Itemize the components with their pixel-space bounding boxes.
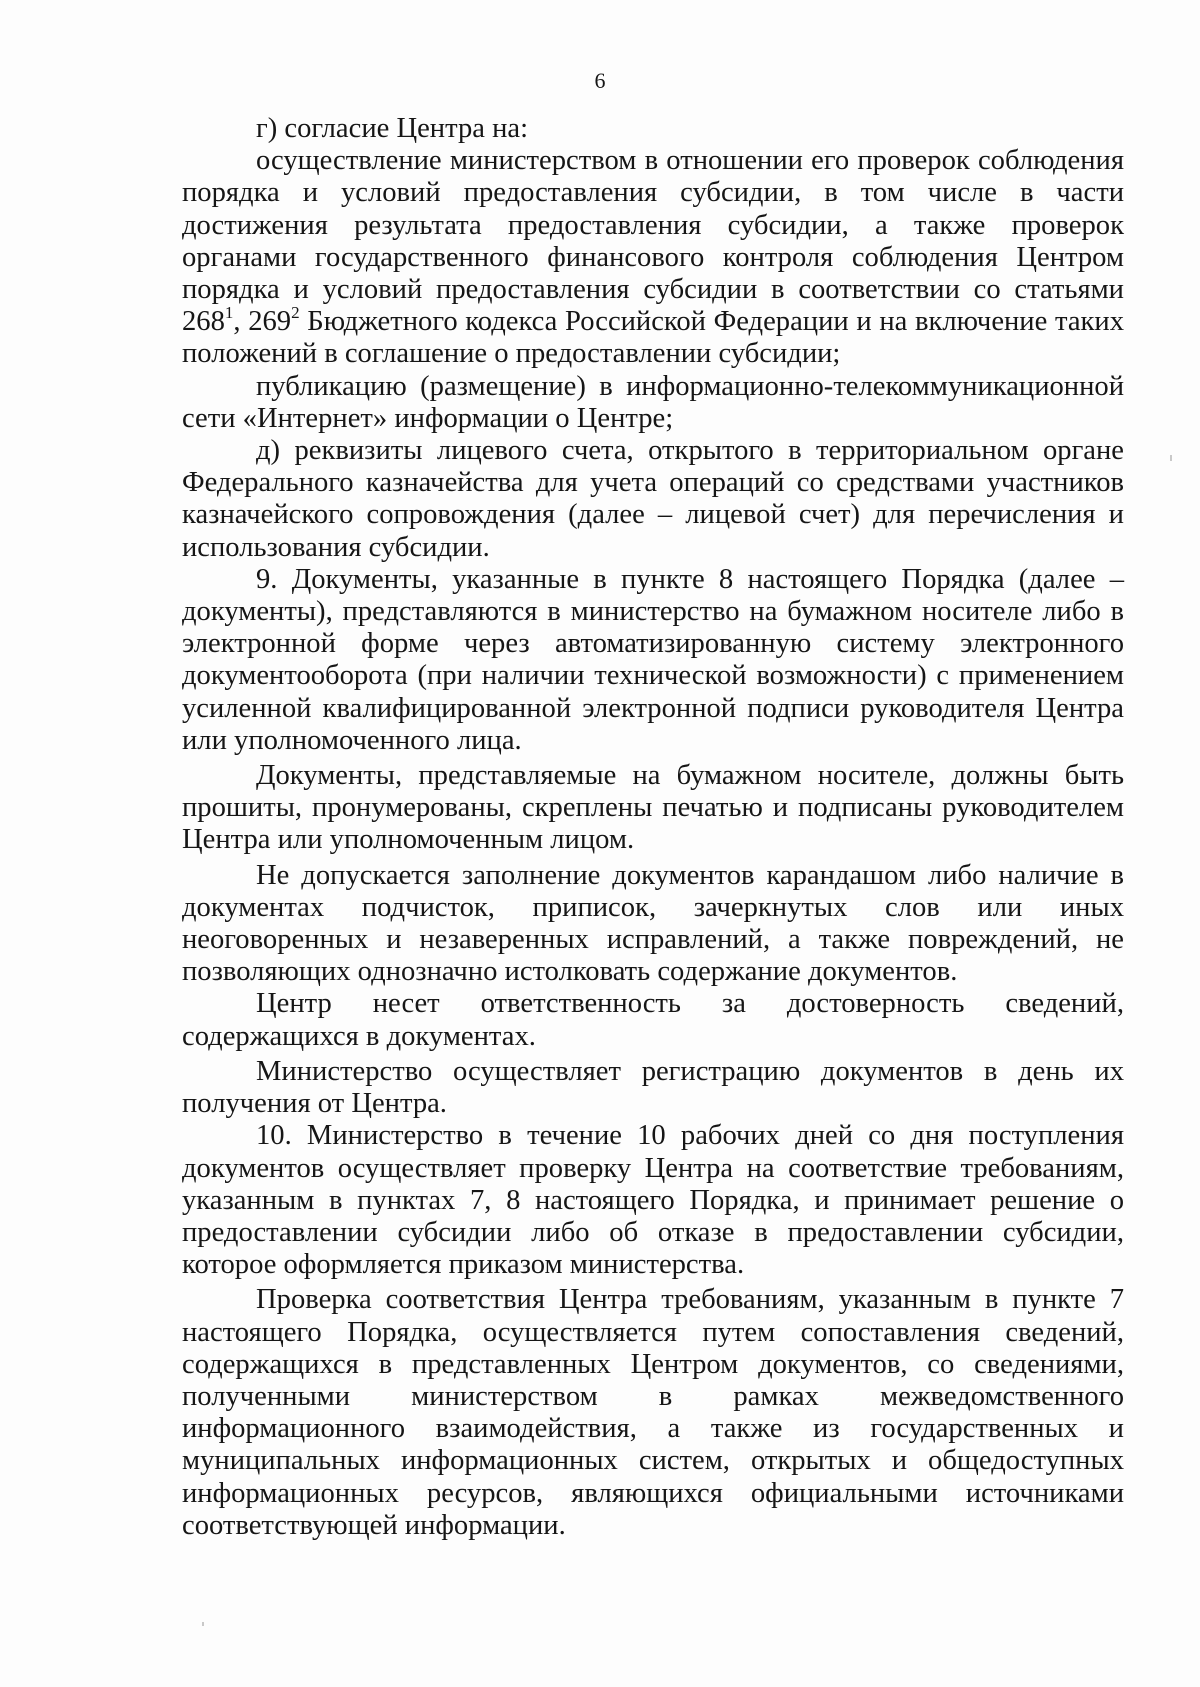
paragraph-publication-consent: публикацию (размещение) в информационно-телекоммуникационной сети «Интернет» информации о Центре; [182, 370, 1124, 434]
scan-speck [1170, 455, 1172, 461]
paragraph-inspections-text-b: , 269 [233, 306, 292, 338]
scan-speck [202, 1622, 204, 1626]
paragraph-inspections-consent [182, 145, 1124, 370]
paragraph-verification: Проверка соответствия Центра требованиям, указанным в пункте 7 настоящего Порядка, осуществляется путем сопоставления сведений, содержащихся в представленных Центром документов, со сведениями, полученными министерством в рамках межведомственного информационного взаимодействия, а также из государственных и муниципальных информационных систем, открытых и общедоступных информационных ресурсов, являющихся официальными источниками соответствующей информации. [182, 1284, 1124, 1541]
paragraph-item-9: 9. Документы, указанные в пункте 8 настоящего Порядка (далее – документы), представляются в министерство на бумажном носителе либо в электронной форме через автоматизированную систему электронного документооборота (при наличии технической возможности) с применением усиленной квалифицированной электронной подписи руководителя Центра или уполномоченного лица. [182, 563, 1124, 756]
paragraph-inspections-text-a: осуществление министерством в отношении его проверок соблюдения порядка и условий предоставления субсидии, в том числе в части достижения результата предоставления субсидии, а также проверок органами государственного финансового контроля соблюдения Центром порядка и условий предоставления субсидии в соответствии со статьями 268 [182, 145, 1124, 338]
footnote-superscript-1: 1 [224, 303, 234, 323]
paragraph-no-pencil: Не допускается заполнение документов карандашом либо наличие в документах подчисток, приписок, зачеркнутых слов или иных неоговоренных и незаверенных исправлений, а также повреждений, не позволяющих однозначно истолковать содержание документов. [182, 859, 1124, 988]
document-body [182, 113, 1124, 1542]
footnote-superscript-2: 2 [291, 303, 300, 323]
paragraph-paper-documents: Документы, представляемые на бумажном носителе, должны быть прошиты, пронумерованы, скреплены печатью и подписаны руководителем Центра или уполномоченным лицом. [182, 760, 1124, 856]
paragraph-inspections-text-c: Бюджетного кодекса Российской Федерации и на включение таких положений в соглашение о предоставлении субсидии; [182, 306, 1125, 370]
paragraph-item-10: 10. Министерство в течение 10 рабочих дней со дня поступления документов осуществляет проверку Центра на соответствие требованиям, указанным в пунктах 7, 8 настоящего Порядка, и принимает решение о предоставлении субсидии либо об отказе в предоставлении субсидии, которое оформляется приказом министерства. [182, 1120, 1124, 1281]
page-number: 6 [594, 68, 606, 93]
paragraph-responsibility: Центр несет ответственность за достоверность сведений, содержащихся в документах. [182, 988, 1124, 1052]
paragraph-registration: Министерство осуществляет регистрацию документов в день их получения от Центра. [182, 1055, 1124, 1120]
paragraph-consent-heading: г) согласие Центра на: [256, 113, 529, 144]
paragraph-account-details: д) реквизиты лицевого счета, открытого в территориальном органе Федерального казначейства для учета операций со средствами участников казначейского сопровождения (далее – лицевой счет) для перечисления и использования субсидии. [182, 435, 1124, 563]
